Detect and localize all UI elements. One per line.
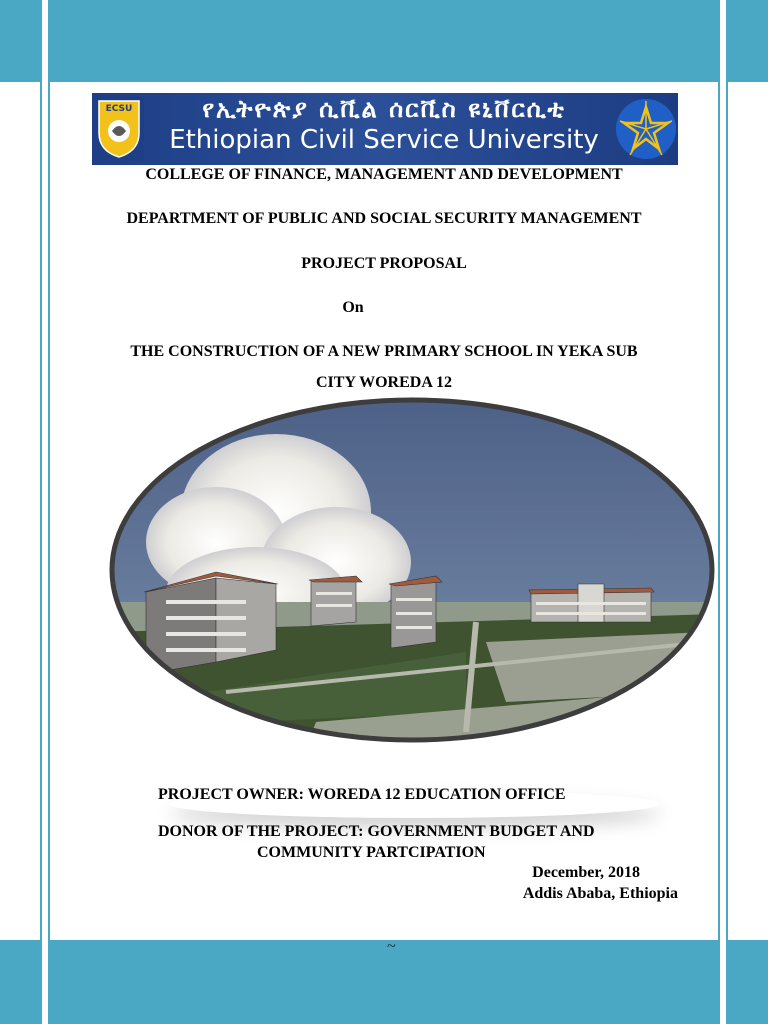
frame-left-rule-inner [48,0,50,1024]
university-name-english: Ethiopian Civil Service University [169,125,599,155]
page-marker: ~ [387,938,396,955]
university-banner [92,93,678,165]
proposal-date: December, 2018 [532,864,640,881]
frame-top-left [0,0,40,82]
proposal-title-line1: THE CONSTRUCTION OF A NEW PRIMARY SCHOOL IN YEKA SUB [130,343,638,360]
logo-text: ECSU [105,104,133,114]
national-emblem-icon [614,97,678,161]
college-name: COLLEGE OF FINANCE, MANAGEMENT AND DEVELOPMENT [145,166,623,183]
frame-right-rule [726,0,728,1024]
frame-top-band [50,0,718,82]
frame-bottom-left [0,940,40,1024]
university-name-amharic: የኢትዮጵያ ሲቪል ሰርቪስ ዩኒቨርሲቲ [202,95,566,123]
on-label: On [342,299,364,316]
frame-top-right [728,0,768,82]
department-name: DEPARTMENT OF PUBLIC AND SOCIAL SECURITY MANAGEMENT [126,210,642,227]
proposal-place: Addis Ababa, Ethiopia [522,885,678,902]
frame-right-rule-inner [718,0,720,1024]
frame-left-rule [40,0,42,1024]
frame-bottom-band [50,940,718,1024]
proposal-title-line2: CITY WOREDA 12 [315,374,453,391]
project-donor-line2: COMMUNITY PARTCIPATION [257,844,486,861]
university-logo [94,97,144,161]
project-donor-line1: DONOR OF THE PROJECT: GOVERNMENT BUDGET AND [158,823,595,840]
frame-bottom-right [728,940,768,1024]
project-owner: PROJECT OWNER: WOREDA 12 EDUCATION OFFICE [158,786,566,803]
document-type: PROJECT PROPOSAL [301,255,467,272]
campus-rendering-image [106,392,718,748]
